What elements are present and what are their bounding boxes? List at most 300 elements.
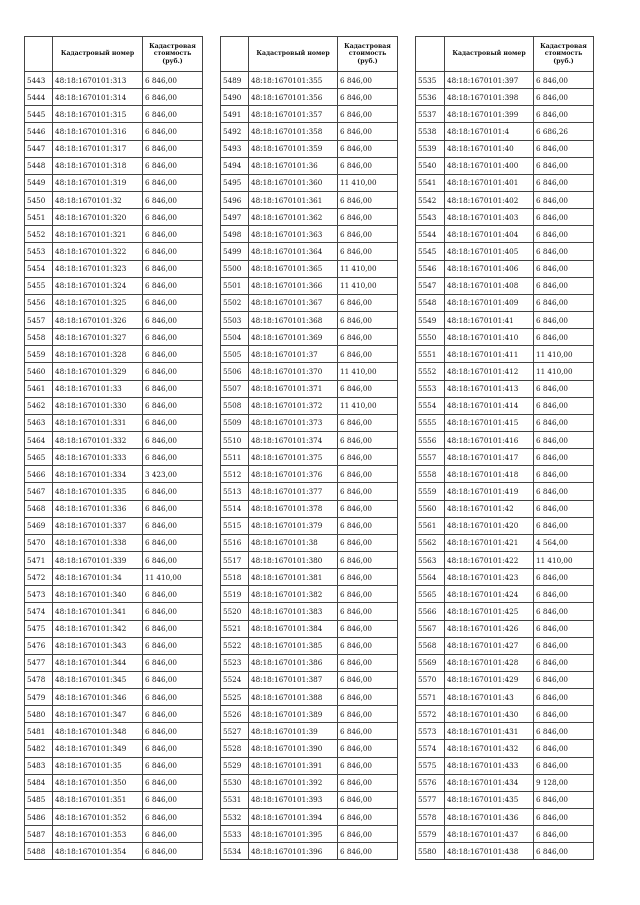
- row-number: 5569: [416, 654, 445, 671]
- cadastral-number: 48:18:1670101:426: [445, 620, 534, 637]
- row-number: 5538: [416, 123, 445, 140]
- row-number: 5454: [25, 260, 53, 277]
- row-number: 5571: [416, 689, 445, 706]
- table-row: [25, 569, 203, 586]
- table-row: [25, 483, 203, 500]
- row-number: 5472: [25, 569, 53, 586]
- cadastral-value: 6 846,00: [143, 346, 203, 363]
- row-number: 5550: [416, 329, 445, 346]
- cadastral-number: 48:18:1670101:322: [53, 243, 143, 260]
- cadastral-value: 6 846,00: [143, 774, 203, 791]
- table-row: [25, 517, 203, 534]
- row-number: 5548: [416, 294, 445, 311]
- row-number: 5578: [416, 809, 445, 826]
- cadastral-number: 48:18:1670101:4: [445, 123, 534, 140]
- table-row: [221, 740, 398, 757]
- cadastral-number: 48:18:1670101:400: [445, 157, 534, 174]
- cadastral-number: 48:18:1670101:413: [445, 380, 534, 397]
- row-number: 5556: [416, 431, 445, 448]
- table-row: [416, 551, 594, 568]
- cadastral-number: 48:18:1670101:33: [53, 380, 143, 397]
- table-row: [221, 654, 398, 671]
- table-row: [25, 226, 203, 243]
- table-row: [221, 363, 398, 380]
- row-number: 5563: [416, 551, 445, 568]
- row-number: 5475: [25, 620, 53, 637]
- table-row: [25, 826, 203, 843]
- cadastral-value: 6 846,00: [338, 637, 398, 654]
- cadastral-number: 48:18:1670101:332: [53, 431, 143, 448]
- table-row: [25, 791, 203, 808]
- table-row: [25, 191, 203, 208]
- row-number: 5524: [221, 671, 249, 688]
- table-row: [416, 586, 594, 603]
- cadastral-value: 6 846,00: [534, 311, 594, 328]
- cadastral-value: 6 846,00: [534, 654, 594, 671]
- cadastral-number: 48:18:1670101:350: [53, 774, 143, 791]
- table-row: [221, 791, 398, 808]
- cadastral-value: 11 410,00: [338, 363, 398, 380]
- row-number: 5544: [416, 226, 445, 243]
- cadastral-number: 48:18:1670101:336: [53, 500, 143, 517]
- table-row: [25, 757, 203, 774]
- cadastral-number: 48:18:1670101:352: [53, 809, 143, 826]
- cadastral-value: 6 846,00: [143, 620, 203, 637]
- cadastral-value: 6 846,00: [338, 226, 398, 243]
- table-row: [416, 260, 594, 277]
- cadastral-value: 9 128,00: [534, 774, 594, 791]
- row-number: 5480: [25, 706, 53, 723]
- cadastral-number: 48:18:1670101:431: [445, 723, 534, 740]
- cadastral-value: 6 846,00: [338, 414, 398, 431]
- cadastral-number: 48:18:1670101:36: [249, 157, 338, 174]
- cadastral-number: 48:18:1670101:364: [249, 243, 338, 260]
- cadastral-value: 6 846,00: [338, 671, 398, 688]
- cadastral-number: 48:18:1670101:417: [445, 449, 534, 466]
- table-row: [221, 466, 398, 483]
- cadastral-value: 6 846,00: [338, 843, 398, 860]
- cadastral-value: 11 410,00: [338, 397, 398, 414]
- row-number: 5562: [416, 534, 445, 551]
- table-row: [25, 689, 203, 706]
- cadastral-value: 6 846,00: [534, 586, 594, 603]
- table-row: [416, 106, 594, 123]
- cadastral-value: 6 846,00: [338, 329, 398, 346]
- row-number: 5551: [416, 346, 445, 363]
- cadastral-value: 6 846,00: [338, 791, 398, 808]
- row-number: 5490: [221, 89, 249, 106]
- table-row: [221, 723, 398, 740]
- cadastral-number: 48:18:1670101:373: [249, 414, 338, 431]
- table-row: [416, 294, 594, 311]
- cadastral-value: 6 846,00: [534, 191, 594, 208]
- row-number: 5507: [221, 380, 249, 397]
- row-number: 5501: [221, 277, 249, 294]
- cadastral-number: 48:18:1670101:320: [53, 209, 143, 226]
- row-number: 5510: [221, 431, 249, 448]
- table-row: [416, 191, 594, 208]
- cadastral-number: 48:18:1670101:330: [53, 397, 143, 414]
- row-number: 5566: [416, 603, 445, 620]
- row-number: 5541: [416, 174, 445, 191]
- row-number: 5513: [221, 483, 249, 500]
- cadastral-number: 48:18:1670101:403: [445, 209, 534, 226]
- cadastral-value: 6 846,00: [338, 243, 398, 260]
- cadastral-number: 48:18:1670101:363: [249, 226, 338, 243]
- row-number: 5467: [25, 483, 53, 500]
- table-row: [25, 72, 203, 89]
- row-number: 5443: [25, 72, 53, 89]
- table-row: [221, 449, 398, 466]
- cadastral-value: 6 846,00: [338, 534, 398, 551]
- table-row: [416, 740, 594, 757]
- cadastral-table-3: [415, 36, 594, 860]
- table-row: [25, 380, 203, 397]
- cadastral-number: 48:18:1670101:391: [249, 757, 338, 774]
- cadastral-value: 6 846,00: [338, 311, 398, 328]
- table-row: [416, 500, 594, 517]
- row-number: 5545: [416, 243, 445, 260]
- table-row: [221, 380, 398, 397]
- header-cadastral-number: Кадастровый номер: [249, 37, 338, 72]
- cadastral-number: 48:18:1670101:355: [249, 72, 338, 89]
- table-row: [221, 294, 398, 311]
- row-number: 5479: [25, 689, 53, 706]
- row-number: 5487: [25, 826, 53, 843]
- table-row: [416, 843, 594, 860]
- row-number: 5512: [221, 466, 249, 483]
- cadastral-value: 6 846,00: [534, 106, 594, 123]
- row-number: 5552: [416, 363, 445, 380]
- cadastral-number: 48:18:1670101:356: [249, 89, 338, 106]
- cadastral-number: 48:18:1670101:316: [53, 123, 143, 140]
- row-number: 5577: [416, 791, 445, 808]
- cadastral-value: 6 846,00: [338, 500, 398, 517]
- table-row: [25, 671, 203, 688]
- cadastral-number: 48:18:1670101:374: [249, 431, 338, 448]
- cadastral-value: 6 846,00: [143, 363, 203, 380]
- row-number: 5450: [25, 191, 53, 208]
- cadastral-value: 6 686,26: [534, 123, 594, 140]
- cadastral-value: 6 846,00: [143, 226, 203, 243]
- row-number: 5520: [221, 603, 249, 620]
- cadastral-value: 11 410,00: [338, 260, 398, 277]
- table-row: [221, 671, 398, 688]
- cadastral-number: 48:18:1670101:381: [249, 569, 338, 586]
- table-row: [221, 414, 398, 431]
- table-row: [416, 723, 594, 740]
- cadastral-value: 6 846,00: [143, 637, 203, 654]
- cadastral-number: 48:18:1670101:346: [53, 689, 143, 706]
- cadastral-number: 48:18:1670101:418: [445, 466, 534, 483]
- row-number: 5567: [416, 620, 445, 637]
- header-number: [416, 37, 445, 72]
- cadastral-number: 48:18:1670101:354: [53, 843, 143, 860]
- cadastral-value: 6 846,00: [534, 740, 594, 757]
- table-row: [416, 517, 594, 534]
- row-number: 5466: [25, 466, 53, 483]
- cadastral-value: 6 846,00: [534, 226, 594, 243]
- row-number: 5540: [416, 157, 445, 174]
- row-number: 5576: [416, 774, 445, 791]
- cadastral-number: 48:18:1670101:383: [249, 603, 338, 620]
- cadastral-number: 48:18:1670101:422: [445, 551, 534, 568]
- cadastral-number: 48:18:1670101:408: [445, 277, 534, 294]
- cadastral-number: 48:18:1670101:368: [249, 311, 338, 328]
- header-cadastral-number: Кадастровый номер: [53, 37, 143, 72]
- row-number: 5565: [416, 586, 445, 603]
- table-row: [416, 757, 594, 774]
- table-row: [25, 363, 203, 380]
- table-row: [25, 466, 203, 483]
- cadastral-number: 48:18:1670101:404: [445, 226, 534, 243]
- header-cadastral-value: Кадастровая стоимость (руб.): [143, 37, 203, 72]
- cadastral-number: 48:18:1670101:399: [445, 106, 534, 123]
- cadastral-number: 48:18:1670101:384: [249, 620, 338, 637]
- table-header-row: [416, 37, 594, 72]
- row-number: 5493: [221, 140, 249, 157]
- row-number: 5459: [25, 346, 53, 363]
- cadastral-number: 48:18:1670101:337: [53, 517, 143, 534]
- row-number: 5473: [25, 586, 53, 603]
- table-row: [221, 620, 398, 637]
- cadastral-number: 48:18:1670101:375: [249, 449, 338, 466]
- cadastral-value: 6 846,00: [338, 654, 398, 671]
- row-number: 5451: [25, 209, 53, 226]
- table-row: [416, 226, 594, 243]
- table-row: [416, 89, 594, 106]
- cadastral-number: 48:18:1670101:357: [249, 106, 338, 123]
- cadastral-value: 6 846,00: [338, 294, 398, 311]
- row-number: 5515: [221, 517, 249, 534]
- cadastral-number: 48:18:1670101:382: [249, 586, 338, 603]
- row-number: 5549: [416, 311, 445, 328]
- cadastral-value: 6 846,00: [534, 809, 594, 826]
- cadastral-number: 48:18:1670101:414: [445, 397, 534, 414]
- cadastral-number: 48:18:1670101:429: [445, 671, 534, 688]
- cadastral-value: 6 846,00: [143, 809, 203, 826]
- cadastral-value: 11 410,00: [534, 363, 594, 380]
- row-number: 5555: [416, 414, 445, 431]
- cadastral-value: 6 846,00: [143, 157, 203, 174]
- table-row: [25, 500, 203, 517]
- cadastral-number: 48:18:1670101:334: [53, 466, 143, 483]
- row-number: 5575: [416, 757, 445, 774]
- table-row: [25, 809, 203, 826]
- cadastral-number: 48:18:1670101:340: [53, 586, 143, 603]
- cadastral-value: 6 846,00: [143, 397, 203, 414]
- row-number: 5523: [221, 654, 249, 671]
- cadastral-value: 6 846,00: [338, 809, 398, 826]
- row-number: 5446: [25, 123, 53, 140]
- cadastral-number: 48:18:1670101:423: [445, 569, 534, 586]
- cadastral-value: 11 410,00: [534, 551, 594, 568]
- table-row: [221, 483, 398, 500]
- cadastral-value: 6 846,00: [338, 89, 398, 106]
- row-number: 5478: [25, 671, 53, 688]
- cadastral-number: 48:18:1670101:389: [249, 706, 338, 723]
- cadastral-value: 11 410,00: [143, 569, 203, 586]
- cadastral-number: 48:18:1670101:327: [53, 329, 143, 346]
- table-row: [221, 586, 398, 603]
- table-row: [221, 551, 398, 568]
- row-number: 5485: [25, 791, 53, 808]
- cadastral-number: 48:18:1670101:428: [445, 654, 534, 671]
- table-row: [25, 157, 203, 174]
- table-row: [221, 260, 398, 277]
- cadastral-number: 48:18:1670101:358: [249, 123, 338, 140]
- row-number: 5560: [416, 500, 445, 517]
- table-row: [25, 637, 203, 654]
- row-number: 5506: [221, 363, 249, 380]
- cadastral-value: 6 846,00: [338, 603, 398, 620]
- table-row: [25, 329, 203, 346]
- row-number: 5532: [221, 809, 249, 826]
- header-number: [25, 37, 53, 72]
- row-number: 5521: [221, 620, 249, 637]
- row-number: 5500: [221, 260, 249, 277]
- table-header-row: [25, 37, 203, 72]
- cadastral-number: 48:18:1670101:366: [249, 277, 338, 294]
- table-row: [221, 89, 398, 106]
- cadastral-value: 3 423,00: [143, 466, 203, 483]
- cadastral-value: 6 846,00: [534, 843, 594, 860]
- cadastral-number: 48:18:1670101:335: [53, 483, 143, 500]
- row-number: 5529: [221, 757, 249, 774]
- table-row: [416, 654, 594, 671]
- row-number: 5543: [416, 209, 445, 226]
- row-number: 5494: [221, 157, 249, 174]
- cadastral-number: 48:18:1670101:329: [53, 363, 143, 380]
- table-row: [25, 534, 203, 551]
- cadastral-value: 6 846,00: [534, 277, 594, 294]
- cadastral-value: 6 846,00: [534, 500, 594, 517]
- table-row: [416, 397, 594, 414]
- row-number: 5455: [25, 277, 53, 294]
- row-number: 5531: [221, 791, 249, 808]
- cadastral-number: 48:18:1670101:397: [445, 72, 534, 89]
- row-number: 5497: [221, 209, 249, 226]
- cadastral-number: 48:18:1670101:326: [53, 311, 143, 328]
- row-number: 5489: [221, 72, 249, 89]
- table-row: [221, 757, 398, 774]
- table-row: [221, 431, 398, 448]
- cadastral-number: 48:18:1670101:437: [445, 826, 534, 843]
- row-number: 5460: [25, 363, 53, 380]
- cadastral-number: 48:18:1670101:361: [249, 191, 338, 208]
- cadastral-value: 6 846,00: [143, 449, 203, 466]
- row-number: 5483: [25, 757, 53, 774]
- table-row: [25, 723, 203, 740]
- row-number: 5462: [25, 397, 53, 414]
- cadastral-value: 11 410,00: [338, 277, 398, 294]
- row-number: 5504: [221, 329, 249, 346]
- cadastral-number: 48:18:1670101:394: [249, 809, 338, 826]
- cadastral-number: 48:18:1670101:420: [445, 517, 534, 534]
- cadastral-value: 6 846,00: [534, 397, 594, 414]
- cadastral-value: 6 846,00: [534, 466, 594, 483]
- cadastral-value: 6 846,00: [338, 483, 398, 500]
- table-row: [25, 243, 203, 260]
- cadastral-value: 6 846,00: [338, 706, 398, 723]
- cadastral-number: 48:18:1670101:328: [53, 346, 143, 363]
- row-number: 5519: [221, 586, 249, 603]
- cadastral-number: 48:18:1670101:436: [445, 809, 534, 826]
- cadastral-value: 4 564,00: [534, 534, 594, 551]
- cadastral-number: 48:18:1670101:370: [249, 363, 338, 380]
- table-row: [25, 123, 203, 140]
- table-row: [221, 843, 398, 860]
- table-header-row: [221, 37, 398, 72]
- row-number: 5470: [25, 534, 53, 551]
- cadastral-value: 6 846,00: [338, 740, 398, 757]
- cadastral-number: 48:18:1670101:432: [445, 740, 534, 757]
- row-number: 5535: [416, 72, 445, 89]
- row-number: 5580: [416, 843, 445, 860]
- cadastral-value: 6 846,00: [143, 740, 203, 757]
- cadastral-number: 48:18:1670101:395: [249, 826, 338, 843]
- row-number: 5570: [416, 671, 445, 688]
- cadastral-number: 48:18:1670101:412: [445, 363, 534, 380]
- table-row: [25, 89, 203, 106]
- cadastral-value: 6 846,00: [143, 209, 203, 226]
- row-number: 5499: [221, 243, 249, 260]
- table-row: [416, 569, 594, 586]
- cadastral-number: 48:18:1670101:421: [445, 534, 534, 551]
- row-number: 5517: [221, 551, 249, 568]
- row-number: 5481: [25, 723, 53, 740]
- table-row: [416, 243, 594, 260]
- table-row: [416, 620, 594, 637]
- cadastral-number: 48:18:1670101:42: [445, 500, 534, 517]
- cadastral-value: 6 846,00: [143, 277, 203, 294]
- cadastral-number: 48:18:1670101:393: [249, 791, 338, 808]
- table-row: [221, 209, 398, 226]
- row-number: 5539: [416, 140, 445, 157]
- cadastral-value: 6 846,00: [534, 431, 594, 448]
- cadastral-number: 48:18:1670101:398: [445, 89, 534, 106]
- cadastral-value: 6 846,00: [143, 294, 203, 311]
- row-number: 5572: [416, 706, 445, 723]
- cadastral-number: 48:18:1670101:435: [445, 791, 534, 808]
- table-row: [25, 431, 203, 448]
- cadastral-value: 6 846,00: [534, 569, 594, 586]
- cadastral-value: 6 846,00: [534, 671, 594, 688]
- table-row: [221, 191, 398, 208]
- row-number: 5461: [25, 380, 53, 397]
- table-row: [221, 826, 398, 843]
- table-row: [221, 72, 398, 89]
- cadastral-value: 6 846,00: [534, 620, 594, 637]
- cadastral-value: 6 846,00: [143, 671, 203, 688]
- cadastral-value: 6 846,00: [143, 500, 203, 517]
- table-row: [221, 809, 398, 826]
- cadastral-value: 6 846,00: [338, 586, 398, 603]
- table-row: [416, 123, 594, 140]
- cadastral-value: 6 846,00: [534, 603, 594, 620]
- cadastral-value: 6 846,00: [534, 689, 594, 706]
- cadastral-number: 48:18:1670101:433: [445, 757, 534, 774]
- cadastral-number: 48:18:1670101:338: [53, 534, 143, 551]
- row-number: 5536: [416, 89, 445, 106]
- cadastral-number: 48:18:1670101:409: [445, 294, 534, 311]
- table-row: [416, 277, 594, 294]
- row-number: 5568: [416, 637, 445, 654]
- cadastral-number: 48:18:1670101:438: [445, 843, 534, 860]
- cadastral-number: 48:18:1670101:376: [249, 466, 338, 483]
- cadastral-value: 6 846,00: [338, 826, 398, 843]
- row-number: 5486: [25, 809, 53, 826]
